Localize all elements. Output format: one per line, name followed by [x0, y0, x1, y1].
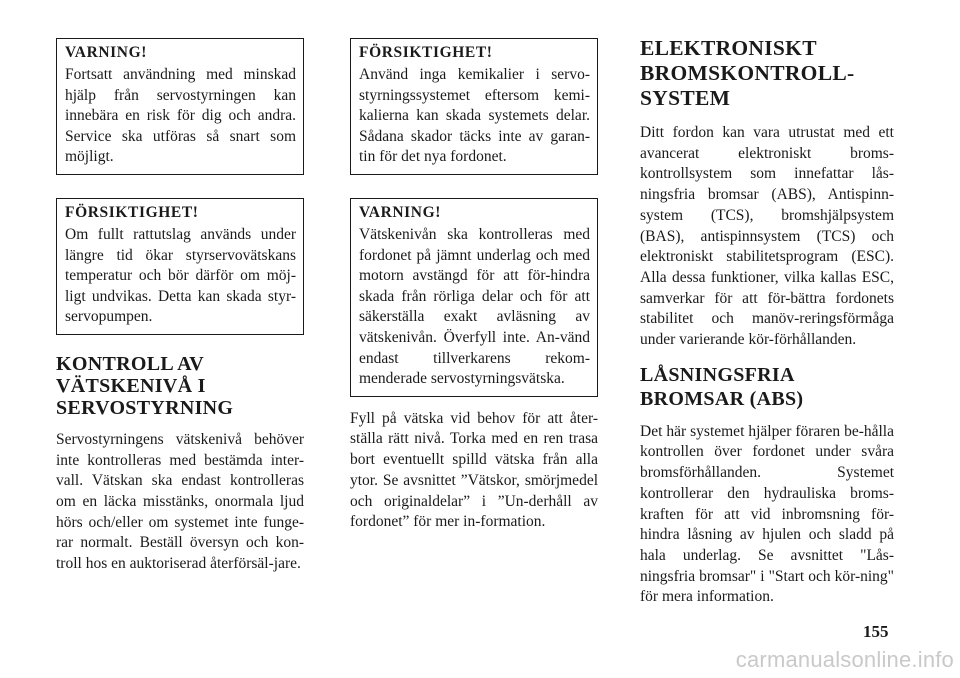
caution-box [56, 198, 304, 335]
body-text-refill: Fyll på vätska vid behov för att åter-ställa rätt nivå. Torka med en ren trasa bort eventuellt spilld vätska från alla ytor. Se avsnittet ”Vätskor, smörjmedel och originaldelar” i ”Un-derhåll av fordonet” för mer in-formation. [350, 409, 598, 531]
warning-text: Vätskenivån ska kontrolleras med fordonet på jämnt underlag och med motorn avstängd för att för-hindra skada från rörliga delar och för att säkerställa exakt avläsning av vätskenivån. Överfyll inte. An-vänd endast tillverkarens rekom-menderade servostyrningsvätska. [359, 225, 590, 388]
warning-text: Fortsatt användning med minskad hjälp från servostyrningen kan innebära en risk för dig och andra. Service ska utföras så snart som möjligt. [65, 66, 296, 166]
watermark: carmanualsonline.info [735, 647, 954, 672]
body-text-fluid-check: Servostyrningens vätskenivå behöver inte kontrolleras med bestämda inter-vall. Vätskan ska endast kontrolleras om en läcka misstänks, onormala ljud hörs och/eller om systemet inte funge-rar normalt. Beställ översyn och kon-troll hos en auktoriserad återförsäl-jare. [56, 430, 304, 573]
caution-text: Om fullt rattutslag används under längre tid ökar styrservovätskans temperatur och bör därför om möj-ligt undvikas. Detta kan skada styr-servopumpen. [65, 225, 296, 326]
column-right [640, 36, 894, 608]
body-text-brake-control: Ditt fordon kan vara utrustat med ett avancerat elektroniskt broms-kontrollsystem som innefattar lås-ningsfria bromsar (ABS), Antispinn-system (TCS), bromshjälpsystem (BAS), antispinnsystem (TCS) och elektroniskt stabilitetsprogram (ESC). Alla dessa funktioner, vilka kallas ESC, samverkar för att för-bättra fordonets stabilitet och manöv-reringsförmåga under varierande kör-förhållanden. [640, 124, 894, 349]
section-title-abs: LÅSNINGSFRIA BROMSAR (ABS) [640, 363, 804, 410]
column-left [56, 38, 304, 575]
section-title-brake-control: ELEKTRONISKT BROMSKONTROLL-SYSTEM [640, 36, 855, 110]
column-middle [350, 38, 598, 533]
body-text-abs: Det här systemet hjälper föraren be-hålla kontrollen över fordonet under svåra bromsförhållanden. Systemet kontrollerar den hydrauliska broms-kraften för att vid inbromsning för-hindra låsning av hjulen och sladd på hala underlag. Se avsnittet "Lås-ningsfria bromsar" i "Start och kör-ning" för mera information. [640, 422, 894, 606]
caution-text: Använd inga kemikalier i servo-styrningssystemet eftersom kemi-kalierna kan skada systemets delar. Sådana skador täcks inte av garan-tin för det nya fordonet. [359, 66, 590, 166]
warning-box [56, 38, 304, 175]
warning-title: VARNING! [359, 203, 442, 221]
warning-box [350, 198, 598, 397]
caution-title: FÖRSIKTIGHET! [65, 203, 199, 221]
section-title-fluid-check: KONTROLL AV VÄTSKENIVÅ I SERVOSTYRNING [56, 352, 234, 419]
caution-box [350, 38, 598, 175]
page-number: 155 [863, 622, 889, 641]
warning-title: VARNING! [65, 44, 148, 61]
caution-title: FÖRSIKTIGHET! [359, 44, 493, 61]
